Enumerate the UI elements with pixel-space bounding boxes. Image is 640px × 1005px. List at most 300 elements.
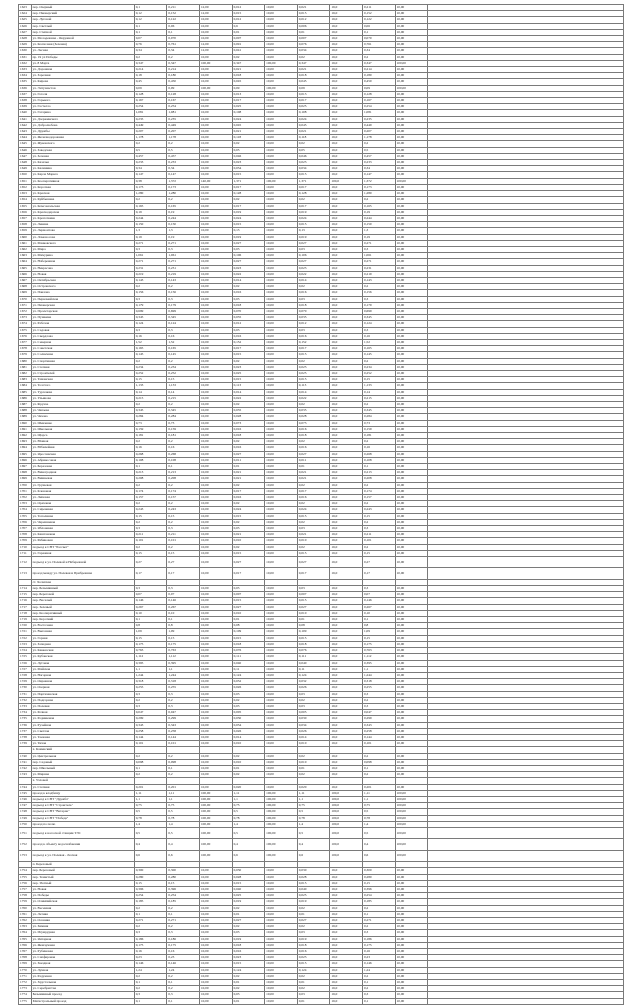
value-cell: 0,5 bbox=[167, 147, 200, 153]
value-cell: 16,0 bbox=[330, 868, 363, 874]
value-cell: 10,00 bbox=[199, 936, 232, 942]
value-cell: 0,6 bbox=[363, 850, 396, 861]
value-cell: 16,0 bbox=[330, 5, 363, 11]
value-cell: 10,00 bbox=[265, 586, 298, 592]
road-name-cell: ул. Юбилейная bbox=[31, 445, 134, 451]
row-number: 1733 bbox=[19, 703, 32, 709]
value-cell: 0,111 bbox=[297, 654, 330, 660]
value-cell: 10,00 bbox=[395, 172, 428, 178]
value-cell: 10,00 bbox=[395, 141, 428, 147]
empty-cell bbox=[428, 557, 624, 568]
value-cell: 10,00 bbox=[395, 191, 428, 197]
value-cell: 0,018 bbox=[232, 73, 265, 79]
row-number: 1632 bbox=[19, 60, 32, 66]
value-cell: 0,073 bbox=[297, 420, 330, 426]
row-number: 1686 bbox=[19, 395, 32, 401]
value-cell: 10,00 bbox=[199, 23, 232, 29]
value-cell: 0,02 bbox=[232, 973, 265, 979]
value-cell: 0,020 bbox=[232, 784, 265, 790]
value-cell: 0,3 bbox=[167, 703, 200, 709]
value-cell: 0,156 bbox=[134, 290, 167, 296]
value-cell: 0,159 bbox=[363, 426, 396, 432]
value-cell: 10,00 bbox=[395, 352, 428, 358]
value-cell: 0,3 bbox=[363, 992, 396, 998]
value-cell: 0,2 bbox=[134, 905, 167, 911]
empty-cell bbox=[428, 839, 624, 850]
value-cell: 0,016 bbox=[297, 426, 330, 432]
value-cell: 10,00 bbox=[395, 955, 428, 961]
value-cell: 0,19 bbox=[363, 234, 396, 240]
value-cell: 16,0 bbox=[330, 228, 363, 234]
value-cell: 16,0 bbox=[330, 17, 363, 23]
road-name-cell: проезд между ул. Полевая и Прибрежная bbox=[31, 568, 134, 579]
value-cell: 16,0 bbox=[330, 408, 363, 414]
road-name-cell: ул. Выгонная bbox=[31, 629, 134, 635]
value-cell: 0,128 bbox=[297, 191, 330, 197]
road-name-cell: ул. Восточная bbox=[31, 623, 134, 629]
value-cell: 0,016 bbox=[297, 333, 330, 339]
value-cell: 0,150 bbox=[363, 222, 396, 228]
value-cell: 0,025 bbox=[297, 104, 330, 110]
value-cell: 10,00 bbox=[395, 893, 428, 899]
row-number: 1674 bbox=[19, 321, 32, 327]
value-cell: 0,186 bbox=[134, 936, 167, 942]
value-cell: 10,00 bbox=[395, 973, 428, 979]
value-cell: 0,021 bbox=[232, 129, 265, 135]
value-cell: 0,6 bbox=[232, 23, 265, 29]
value-cell: 16,0 bbox=[330, 648, 363, 654]
value-cell: 10,00 bbox=[265, 370, 298, 376]
value-cell: 0,167 bbox=[134, 98, 167, 104]
row-number: 1649 bbox=[19, 166, 32, 172]
value-cell: 0,3 bbox=[134, 327, 167, 333]
value-cell: 0,268 bbox=[167, 451, 200, 457]
value-cell: 10,00 bbox=[199, 635, 232, 641]
value-cell: 0,152 bbox=[232, 339, 265, 345]
value-cell: 0,024 bbox=[232, 215, 265, 221]
row-number: 1743 bbox=[19, 772, 32, 778]
value-cell: 10,00 bbox=[199, 992, 232, 998]
value-cell: 10,00 bbox=[199, 389, 232, 395]
value-cell: 0,013 bbox=[232, 91, 265, 97]
value-cell: 10,00 bbox=[395, 544, 428, 550]
value-cell: 10,00 bbox=[395, 209, 428, 215]
table-row bbox=[19, 568, 624, 579]
value-cell: 16,0 bbox=[330, 519, 363, 525]
value-cell: 0,157 bbox=[167, 495, 200, 501]
road-name-cell: ул. Железнодорожная bbox=[31, 135, 134, 141]
value-cell: 0,150 bbox=[134, 222, 167, 228]
value-cell: 0,15 bbox=[167, 635, 200, 641]
value-cell: 0,028 bbox=[232, 414, 265, 420]
row-number: 1719 bbox=[19, 617, 32, 623]
value-cell: 10,00 bbox=[395, 48, 428, 54]
value-cell: 10,00 bbox=[199, 550, 232, 556]
row-number: 1705 bbox=[19, 513, 32, 519]
row-number: 1697 bbox=[19, 464, 32, 470]
value-cell: 10,00 bbox=[265, 697, 298, 703]
value-cell: 0,016 bbox=[297, 445, 330, 451]
value-cell: 0,180 bbox=[167, 73, 200, 79]
value-cell: 10,00 bbox=[199, 246, 232, 252]
value-cell: 10,00 bbox=[395, 949, 428, 955]
value-cell: 10,00 bbox=[265, 377, 298, 383]
row-number: 1710 bbox=[19, 544, 32, 550]
value-cell: 16,0 bbox=[330, 905, 363, 911]
value-cell: 0,070 bbox=[363, 36, 396, 42]
value-cell: 1,061 bbox=[167, 253, 200, 259]
road-name-cell: подъезд к СНТ "Строитель" bbox=[31, 803, 134, 809]
value-cell: 0,211 bbox=[167, 5, 200, 11]
table-row bbox=[19, 827, 624, 838]
value-cell: 0,299 bbox=[363, 716, 396, 722]
road-name-cell: ул. Добролюбова bbox=[31, 122, 134, 128]
value-cell: 0,010 bbox=[297, 538, 330, 544]
value-cell: 0,457 bbox=[363, 153, 396, 159]
value-cell: 0,035 bbox=[232, 408, 265, 414]
value-cell: 10,00 bbox=[395, 672, 428, 678]
value-cell: 0,16 bbox=[167, 445, 200, 451]
value-cell: 10,00 bbox=[265, 557, 298, 568]
value-cell: 16,0 bbox=[330, 395, 363, 401]
value-cell: 0,144 bbox=[167, 734, 200, 740]
value-cell: 100,00 bbox=[265, 178, 298, 184]
value-cell: 10,00 bbox=[199, 672, 232, 678]
row-number: 1727 bbox=[19, 666, 32, 672]
value-cell: 16,0 bbox=[330, 29, 363, 35]
value-cell: 0,023 bbox=[232, 160, 265, 166]
row-number: 1706 bbox=[19, 519, 32, 525]
value-cell: 10,00 bbox=[395, 635, 428, 641]
value-cell: 10,00 bbox=[395, 648, 428, 654]
value-cell: 0,14 bbox=[167, 389, 200, 395]
row-number: 1709 bbox=[19, 538, 32, 544]
row-number: 1728 bbox=[19, 672, 32, 678]
value-cell: 10,00 bbox=[199, 234, 232, 240]
row-number: 1666 bbox=[19, 271, 32, 277]
value-cell: 0,174 bbox=[134, 488, 167, 494]
value-cell: 1,3 bbox=[363, 228, 396, 234]
value-cell: 16,0 bbox=[330, 482, 363, 488]
value-cell: 0,02 bbox=[297, 753, 330, 759]
value-cell: 10,00 bbox=[395, 122, 428, 128]
value-cell: 10,00 bbox=[395, 741, 428, 747]
road-name-cell: ул. Полевая bbox=[31, 703, 134, 709]
value-cell: 0,19 bbox=[134, 234, 167, 240]
value-cell: 16,0 bbox=[330, 259, 363, 265]
value-cell: 16,0 bbox=[330, 660, 363, 666]
value-cell: 10,00 bbox=[199, 604, 232, 610]
row-number: 1764 bbox=[19, 930, 32, 936]
value-cell: 16,0 bbox=[330, 246, 363, 252]
road-name-cell: ул. Шевченко bbox=[31, 420, 134, 426]
value-cell: 0,16 bbox=[167, 949, 200, 955]
row-number: 1734 bbox=[19, 710, 32, 716]
value-cell: 0,1 bbox=[134, 765, 167, 771]
value-cell: 10,00 bbox=[265, 507, 298, 513]
value-cell: 10,00 bbox=[265, 339, 298, 345]
value-cell: 0,2 bbox=[134, 501, 167, 507]
value-cell: 0,015 bbox=[232, 598, 265, 604]
value-cell: 10,00 bbox=[395, 147, 428, 153]
value-cell: 10,00 bbox=[395, 457, 428, 463]
value-cell: 0,2 bbox=[167, 753, 200, 759]
value-cell: 0,017 bbox=[297, 184, 330, 190]
value-cell: 0,021 bbox=[297, 476, 330, 482]
value-cell: 1,1 bbox=[297, 796, 330, 802]
value-cell: 0,041 bbox=[232, 48, 265, 54]
value-cell: 0,024 bbox=[297, 215, 330, 221]
road-name-cell: пр. 19 ул Победы bbox=[31, 54, 134, 60]
value-cell: 0,5 bbox=[363, 147, 396, 153]
value-cell: 0,016 bbox=[232, 445, 265, 451]
value-cell: 1,1 bbox=[363, 666, 396, 672]
road-name-cell: ул. Речная bbox=[31, 710, 134, 716]
value-cell: 0,4 bbox=[167, 839, 200, 850]
value-cell: 0,3 bbox=[363, 327, 396, 333]
value-cell: 10,00 bbox=[395, 29, 428, 35]
value-cell: 0,02 bbox=[232, 697, 265, 703]
value-cell: 1,178 bbox=[134, 135, 167, 141]
value-cell: 0,2 bbox=[167, 482, 200, 488]
value-cell: 10,00 bbox=[199, 284, 232, 290]
road-name-cell: ул. 8 Марта bbox=[31, 60, 134, 66]
empty-cell bbox=[428, 827, 624, 838]
row-number: 1742 bbox=[19, 765, 32, 771]
value-cell: 0,040 bbox=[297, 660, 330, 666]
value-cell: 10,00 bbox=[395, 691, 428, 697]
road-name-cell: ул. Изумрудная bbox=[31, 930, 134, 936]
value-cell: 10,00 bbox=[395, 641, 428, 647]
value-cell: 0,258 bbox=[167, 728, 200, 734]
value-cell: 10,00 bbox=[395, 728, 428, 734]
road-name-cell: ул. Центральная bbox=[31, 753, 134, 759]
row-number: 1624 bbox=[19, 11, 32, 17]
value-cell: 10,00 bbox=[395, 439, 428, 445]
value-cell: 10,00 bbox=[199, 364, 232, 370]
value-cell: 1,11 bbox=[363, 790, 396, 796]
value-cell: 1,11 bbox=[232, 790, 265, 796]
value-cell: 0,015 bbox=[297, 961, 330, 967]
value-cell: 0,1 bbox=[134, 29, 167, 35]
value-cell: 100,0 bbox=[330, 790, 363, 796]
road-name-cell: пер. Береговой bbox=[31, 592, 134, 598]
road-name-cell: ул. Пушкина bbox=[31, 315, 134, 321]
value-cell: 0,109 bbox=[232, 629, 265, 635]
value-cell: 10,00 bbox=[395, 942, 428, 948]
value-cell: 0,34 bbox=[363, 166, 396, 172]
value-cell: 10,00 bbox=[395, 868, 428, 874]
road-name-cell: ул. Гастелло bbox=[31, 104, 134, 110]
value-cell: 0,347 bbox=[232, 60, 265, 66]
value-cell: 0,2 bbox=[167, 986, 200, 992]
value-cell: 10,00 bbox=[265, 942, 298, 948]
value-cell: 0,014 bbox=[297, 277, 330, 283]
value-cell: 0,010 bbox=[297, 610, 330, 616]
value-cell: 10,00 bbox=[395, 129, 428, 135]
value-cell: 0,016 bbox=[297, 949, 330, 955]
value-cell: 0,5 bbox=[167, 827, 200, 838]
value-cell: 10,00 bbox=[199, 172, 232, 178]
road-name-cell: ул. Нагорная bbox=[31, 672, 134, 678]
road-name-cell: ул. Степная bbox=[31, 364, 134, 370]
value-cell: 0,395 bbox=[134, 660, 167, 666]
value-cell: 10,00 bbox=[265, 648, 298, 654]
value-cell: 10,00 bbox=[199, 426, 232, 432]
value-cell: 16,0 bbox=[330, 104, 363, 110]
value-cell: 0,02 bbox=[232, 924, 265, 930]
row-number: 1747 bbox=[19, 803, 32, 809]
value-cell: 1,11 bbox=[167, 790, 200, 796]
value-cell: 10,00 bbox=[265, 439, 298, 445]
value-cell: 0,17 bbox=[134, 568, 167, 579]
value-cell: 0,165 bbox=[134, 346, 167, 352]
value-cell: 0,300 bbox=[134, 868, 167, 874]
value-cell: 1,09 bbox=[363, 629, 396, 635]
value-cell: 0,3 bbox=[167, 586, 200, 592]
value-cell: 0,347 bbox=[297, 60, 330, 66]
value-cell: 0,018 bbox=[232, 302, 265, 308]
value-cell: 0,012 bbox=[232, 17, 265, 23]
road-name-cell: пер. Светлый bbox=[31, 23, 134, 29]
row-number: 1637 bbox=[19, 91, 32, 97]
value-cell: 0,2 bbox=[363, 141, 396, 147]
value-cell: 10,00 bbox=[395, 160, 428, 166]
value-cell: 10,00 bbox=[199, 765, 232, 771]
row-number: 1683 bbox=[19, 377, 32, 383]
value-cell: 0,5 bbox=[297, 809, 330, 815]
value-cell: 16,0 bbox=[330, 741, 363, 747]
value-cell: 10,00 bbox=[265, 532, 298, 538]
road-name-cell: ул. Кавказская bbox=[31, 648, 134, 654]
road-name-cell: ул. Звездная bbox=[31, 961, 134, 967]
value-cell: 0,128 bbox=[134, 91, 167, 97]
value-cell: 0,234 bbox=[134, 364, 167, 370]
value-cell: 16,0 bbox=[330, 36, 363, 42]
value-cell: 0,2 bbox=[167, 358, 200, 364]
value-cell: 10,00 bbox=[395, 703, 428, 709]
road-name-cell: ул. Лермонтова bbox=[31, 228, 134, 234]
row-number: 1750 bbox=[19, 821, 32, 827]
value-cell: 10,00 bbox=[395, 265, 428, 271]
row-number: 1773 bbox=[19, 986, 32, 992]
value-cell: 0,167 bbox=[363, 98, 396, 104]
value-cell: 10,00 bbox=[199, 147, 232, 153]
value-cell: 1,1 bbox=[134, 666, 167, 672]
value-cell: 10,00 bbox=[199, 507, 232, 513]
value-cell: 100,00 bbox=[395, 821, 428, 827]
value-cell: 0,2 bbox=[134, 482, 167, 488]
value-cell: 1,4 bbox=[167, 821, 200, 827]
value-cell: 16,0 bbox=[330, 697, 363, 703]
value-cell: 10,00 bbox=[265, 598, 298, 604]
value-cell: 10,00 bbox=[395, 116, 428, 122]
value-cell: 10,00 bbox=[395, 568, 428, 579]
value-cell: 0,016 bbox=[232, 290, 265, 296]
row-number: 1691 bbox=[19, 426, 32, 432]
value-cell: 0,02 bbox=[232, 358, 265, 364]
value-cell: 0,2 bbox=[167, 905, 200, 911]
road-name-cell: ул. Виноградная bbox=[31, 470, 134, 476]
row-number: 1671 bbox=[19, 302, 32, 308]
row-number: 1682 bbox=[19, 370, 32, 376]
value-cell: 10,00 bbox=[395, 697, 428, 703]
value-cell: 10,00 bbox=[395, 710, 428, 716]
value-cell: 10,00 bbox=[265, 917, 298, 923]
row-number: 1771 bbox=[19, 973, 32, 979]
value-cell: 0,146 bbox=[363, 598, 396, 604]
value-cell: 0,211 bbox=[167, 532, 200, 538]
value-cell: 1,3 bbox=[167, 228, 200, 234]
value-cell: 10,00 bbox=[199, 728, 232, 734]
road-name-cell: пер. Школьный bbox=[31, 765, 134, 771]
value-cell: 0,16 bbox=[363, 949, 396, 955]
value-cell: 0,118 bbox=[297, 135, 330, 141]
value-cell: 10,00 bbox=[395, 166, 428, 172]
value-cell: 0,023 bbox=[232, 364, 265, 370]
value-cell: 16,0 bbox=[330, 930, 363, 936]
row-number: 1722 bbox=[19, 635, 32, 641]
value-cell: 0,6 bbox=[232, 850, 265, 861]
value-cell: 10,00 bbox=[199, 191, 232, 197]
row-number: 1770 bbox=[19, 967, 32, 973]
value-cell: 10,00 bbox=[395, 315, 428, 321]
value-cell: 0,243 bbox=[167, 507, 200, 513]
value-cell: 0,17 bbox=[167, 568, 200, 579]
value-cell: 10,00 bbox=[199, 949, 232, 955]
value-cell: 10,00 bbox=[265, 967, 298, 973]
value-cell: 0,017 bbox=[297, 488, 330, 494]
value-cell: 16,0 bbox=[330, 691, 363, 697]
value-cell: 10,00 bbox=[265, 284, 298, 290]
value-cell: 0,145 bbox=[134, 352, 167, 358]
value-cell: 1,1 bbox=[167, 796, 200, 802]
value-cell: 0,01 bbox=[297, 464, 330, 470]
value-cell: 0,026 bbox=[232, 728, 265, 734]
value-cell: 0,165 bbox=[363, 203, 396, 209]
value-cell: 10,00 bbox=[199, 67, 232, 73]
value-cell: 0,3 bbox=[134, 296, 167, 302]
value-cell: 100,00 bbox=[395, 809, 428, 815]
value-cell: 16,0 bbox=[330, 532, 363, 538]
value-cell: 0,271 bbox=[363, 259, 396, 265]
value-cell: 100,00 bbox=[265, 790, 298, 796]
value-cell: 10,00 bbox=[199, 166, 232, 172]
value-cell: 16,0 bbox=[330, 495, 363, 501]
value-cell: 0,010 bbox=[297, 759, 330, 765]
row-number: 1668 bbox=[19, 284, 32, 290]
value-cell: 100,0 bbox=[330, 803, 363, 809]
value-cell: 10,00 bbox=[199, 893, 232, 899]
value-cell: 0,027 bbox=[297, 917, 330, 923]
value-cell: 10,00 bbox=[395, 924, 428, 930]
value-cell: 0,017 bbox=[232, 203, 265, 209]
value-cell: 0,015 bbox=[297, 352, 330, 358]
value-cell: 1,280 bbox=[134, 191, 167, 197]
value-cell: 0,147 bbox=[134, 172, 167, 178]
road-name-cell: ул. Чехова bbox=[31, 414, 134, 420]
value-cell: 0,347 bbox=[363, 60, 396, 66]
value-cell: 10,00 bbox=[265, 924, 298, 930]
value-cell: 0,449 bbox=[363, 122, 396, 128]
value-cell: 0,011 bbox=[232, 457, 265, 463]
value-cell: 0,11 bbox=[232, 666, 265, 672]
row-number: 1775 bbox=[19, 998, 32, 1004]
value-cell: 16,0 bbox=[330, 526, 363, 532]
value-cell: 16,0 bbox=[330, 917, 363, 923]
value-cell: 100,00 bbox=[395, 790, 428, 796]
value-cell: 100,00 bbox=[265, 803, 298, 809]
